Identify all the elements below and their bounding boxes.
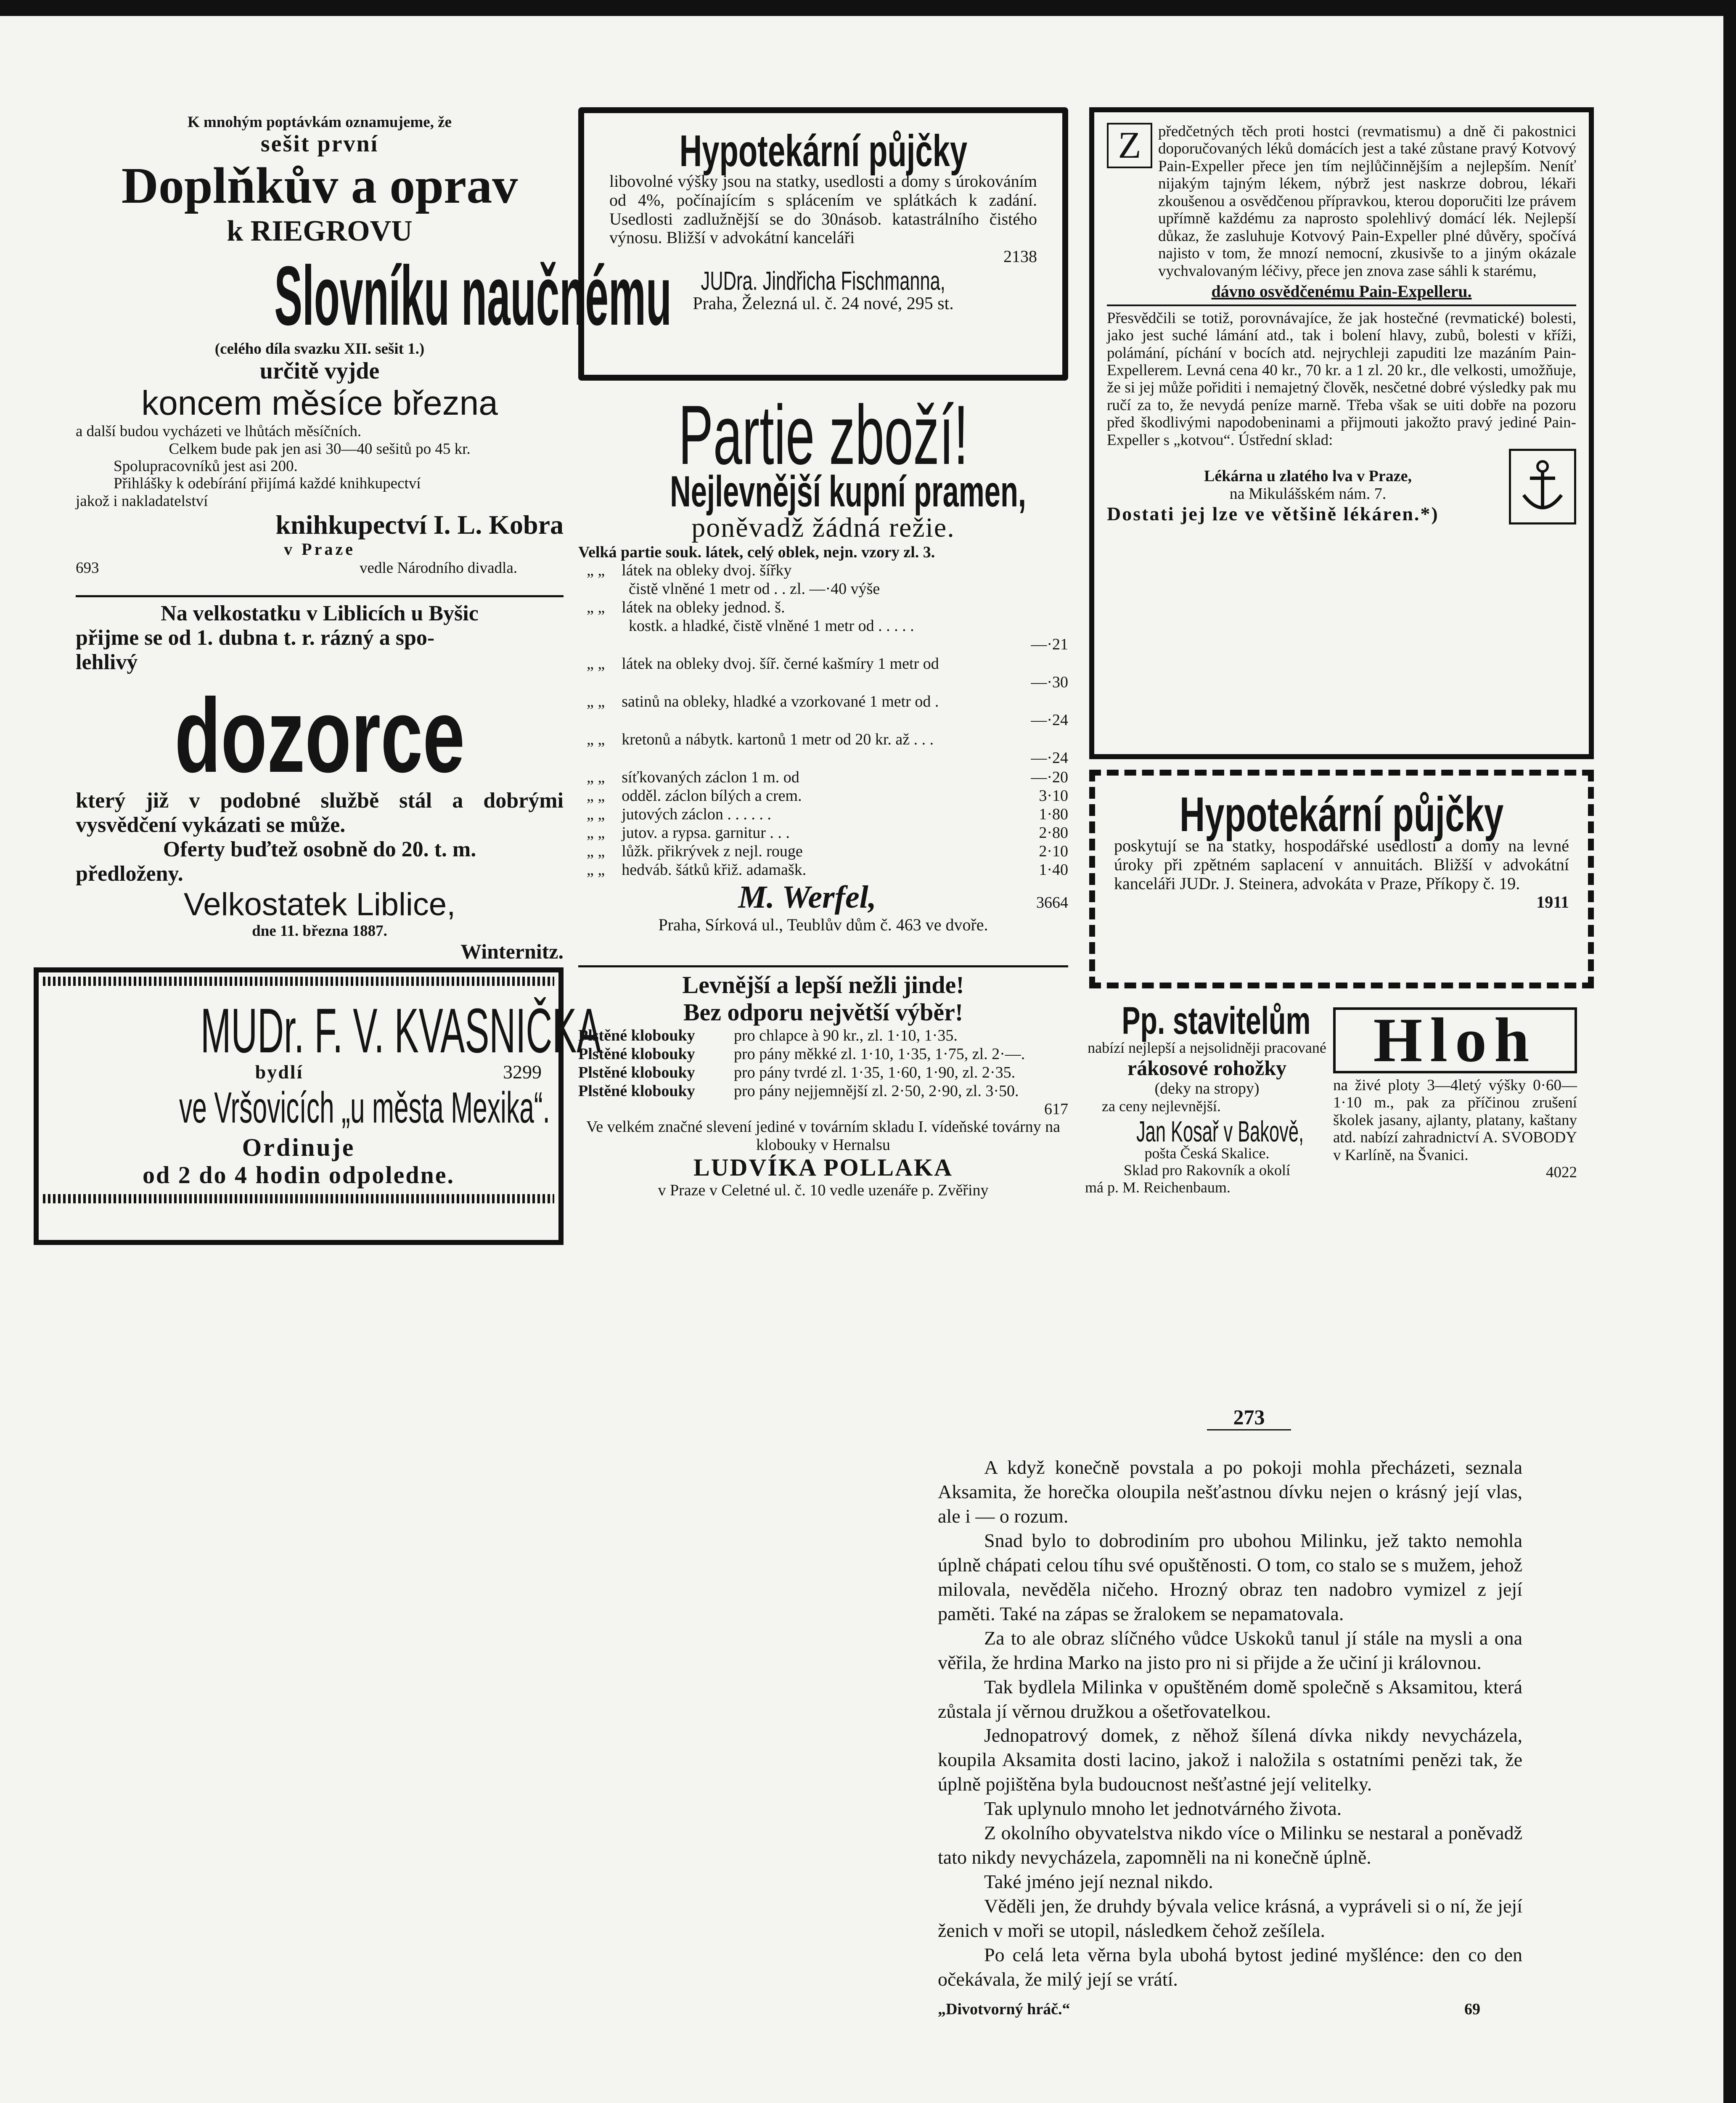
- kvasnicka-bottom-stripe: [43, 1194, 554, 1203]
- riegrovu-line-2: Spolupracovníků jest asi 200.: [114, 458, 298, 475]
- partie-item-price: 2·80: [1039, 824, 1068, 842]
- partie-item-name: lůžk. přikrývek z nejl. rouge: [622, 842, 803, 861]
- pollak-head1: Levnější a lepší nežli jinde!: [682, 971, 964, 999]
- anchor-icon: [1509, 449, 1576, 524]
- pain-body3: Přesvědčili se totiž, porovnávajíce, že jak hostečné (revmatické) bolesti, jako jest suché lámání atd., tak i bolení hlavy, zubů, bolesti v kříži, polámání, píchání v bocích atd. nejrychleji zapuditi lze mazáním Pain-Expellerem. Levná cena 40 kr., 70 kr. a 1 zl. 20 kr., dle velkosti, umožňuje, že si jej může pořiditi i nemajetný člověk, nesčetné dobré výsledky pak mu ručí za to, že nevydá peníze marně. Třeba však se uiti dobře na pozoru před škodlivými napodobeninami a přijmouti jakožto pravý jediné Pain-Expeller s „kotvou“. Ústřední sklad:: [1107, 309, 1576, 449]
- hypo1-name: JUDra. Jindřicha Fischmanna,: [701, 266, 946, 296]
- partie-item-price: —·20: [1031, 768, 1068, 787]
- kosar-name: Jan Kosař v Bakově,: [1136, 1115, 1304, 1148]
- riegrovu-num: 693: [76, 559, 99, 577]
- partie-item-name: čistě vlněné 1 metr od . . zl. —·40 výše: [629, 580, 880, 598]
- kvasnicka-num: 3299: [503, 1061, 542, 1083]
- partie-item-name: síťkovaných záclon 1 m. od: [622, 768, 799, 787]
- dozorce-big: dozorce: [174, 676, 465, 794]
- riegrovu-title: Doplňkův a oprav: [121, 157, 518, 215]
- story-paragraph: Z okolního obyvatelstva nikdo více o Milinku se nestaral a poněvadž tato nikdy nevycházela, zapomněli na ni konečně úplně.: [938, 1822, 1522, 1868]
- hypo1-addr: Praha, Železná ul. č. 24 nové, 295 st.: [693, 294, 954, 313]
- partie-firm: M. Werfel,: [738, 879, 876, 915]
- partie-sub2: poněvadž žádná režie.: [691, 512, 955, 543]
- riegrovu-line-4: jakož i nakladatelství: [76, 492, 208, 510]
- story-footer-left: „Divotvorný hráč.“: [938, 2000, 1070, 2018]
- partie-item-name: látek na obleky dvoj. šíř. černé kašmíry 1 metr od: [622, 655, 939, 673]
- pollak-firm: LUDVÍKA POLLAKA: [693, 1153, 953, 1181]
- pollak-item: Plstěné klobouky pro chlapce à 90 kr., zl. 1·10, 1·35.: [578, 1026, 958, 1044]
- dozorce-body: který již v podobné službě stál a dobrými vysvědčení vykázati se může.: [76, 788, 564, 837]
- kosar-item: rákosové rohožky: [1127, 1056, 1287, 1080]
- story-text: [938, 1455, 1522, 2103]
- pollak-head2: Bez odporu největší výběr!: [683, 998, 963, 1026]
- story-paragraph: A když konečně povstala a po pokoji mohla přecházeti, seznala Aksamita, že horečka oloupila nešťastnou dívku nejen o krásný její vlas, ale i — o rozum.: [938, 1457, 1522, 1527]
- partie-item-name: kostk. a hladké, čistě vlněné 1 metr od . . . . .: [629, 617, 914, 635]
- dozorce-sign: Winternitz.: [460, 940, 564, 964]
- hloh-title: Hloh: [1373, 1005, 1537, 1075]
- pollak-item: Plstěné klobouky pro pány tvrdé zl. 1·35, 1·60, 1·90, zl. 2·35.: [578, 1063, 1016, 1081]
- partie-item-name: látek na obleky jednod. š.: [622, 599, 785, 617]
- right-scan-border: [1723, 0, 1736, 2103]
- kosar-cena: za ceny nejlevnější.: [1102, 1097, 1221, 1115]
- ad-hypoteky-steiner: [1089, 770, 1594, 988]
- ad-pain-expeller: [1089, 107, 1594, 759]
- dozorce-oferty: Oferty buďtež osobně do 20. t. m.: [163, 837, 476, 862]
- partie-item-name: odděl. záclon bílých a crem.: [622, 787, 802, 805]
- riegrovu-line-0: a další budou vycházeti ve lhůtách měsíčních.: [76, 423, 362, 440]
- kosar-reich: má p. M. Reichenbaum.: [1085, 1179, 1231, 1196]
- riegrovu-line-3: Přihlášky k odebírání přijímá každé knihkupectví: [114, 475, 421, 493]
- kvasnicka-top-stripe: [43, 977, 554, 986]
- dozorce-predlozeny: předloženy.: [76, 862, 183, 886]
- kosar-title: Pp. stavitelům: [1122, 999, 1311, 1042]
- story-paragraph: Snad bylo to dobrodiním pro ubohou Milinku, jež takto nemohla úplně chápati celou tíhu své opuštěnosti. O tom, co stalo se s mužem, jehož milovala, nevěděla ničeho. Hrozný obraz ten nadobro vymizel z její paměti. Také na zápas se žralokem se nepamatovala.: [938, 1529, 1522, 1624]
- pollak-num: 617: [1044, 1100, 1068, 1118]
- hloh-num: 4022: [1546, 1164, 1577, 1181]
- riegrovu-k: k RIEGROVU: [227, 215, 413, 247]
- partie-addr: Praha, Sírková ul., Teublův dům č. 463 ve dvoře.: [658, 915, 988, 935]
- kvasnicka-address: ve Vršovicích „u města Mexika“.: [179, 1083, 550, 1132]
- ad-kosar: [1085, 999, 1329, 1251]
- partie-item-name: kretonů a nábytk. kartonů 1 metr od 20 kr. až . . .: [622, 731, 934, 749]
- partie-item-price: 1·80: [1039, 805, 1068, 824]
- dozorce-line1: Na velkostatku v Liblicích u Byšic: [161, 601, 479, 625]
- pain-nam: na Mikulášském nám. 7.: [1229, 485, 1387, 503]
- dozorce-velkostatek: Velkostatek Liblice,: [183, 886, 456, 922]
- ad-pollak: [578, 965, 1068, 1253]
- top-scan-border: [0, 0, 1736, 16]
- ad-kvasnicka: [34, 967, 601, 1245]
- ad-dozorce: [76, 595, 564, 967]
- partie-item-name: satinů na obleky, hladké a vzorkované 1 metr od .: [622, 693, 939, 711]
- riegrovu-intro: K mnohým poptávkám oznamujeme, že: [188, 114, 452, 131]
- dozorce-line2: přijme se od 1. dubna t. r. rázný a spo-: [76, 626, 435, 650]
- pain-lekarna: Lékárna u zlatého lva v Praze,: [1204, 467, 1412, 485]
- hypo2-title: Hypotekární půjčky: [1179, 787, 1504, 842]
- pollak-addr: v Praze v Celetné ul. č. 10 vedle uzenáře p. Zvěřiny: [658, 1181, 989, 1199]
- ad-partie-zbozi: [578, 387, 1068, 959]
- hypo2-num: 1911: [1536, 893, 1569, 912]
- partie-intro: Velká partie souk. látek, celý oblek, nejn. vzory zl. 3.: [578, 543, 935, 561]
- riegrovu-vedle: vedle Národního divadla.: [359, 559, 517, 577]
- hypo1-title: Hypotekární půjčky: [679, 126, 967, 176]
- partie-item-name: jutových záclon . . . . . .: [622, 805, 771, 824]
- story-paragraph: Tak bydlela Milinka v opuštěném domě společně s Aksamitou, která zůstala jí věrnou družkou a ošetřovatelkou.: [938, 1676, 1522, 1722]
- partie-item-price: —·21: [1031, 636, 1068, 654]
- riegrovu-urcite: určitě vyjde: [259, 358, 380, 384]
- pollak-body: Ve velkém značné slevení jediné v továrním skladu I. vídeňské továrny na klobouky v Hernalsu: [586, 1118, 1060, 1154]
- riegrovu-kobra: knihkupectví I. L. Kobra: [275, 510, 564, 540]
- dozorce-line3: lehlivý: [76, 650, 138, 675]
- pain-body1: předčetných těch proti hostci (revmatismu) a dně či pakostnici doporučovaných léků domácích jest a také zůstane pravý Kotvový Pain-Expeller přece jen tím nejlůčinnějším a nejlepším. Neníť nijakým tajným lékem, nýbrž jest naskrze dobrou, lékaři zkoušenou a osvědčenou přípravkou, kterou doporučiti lze právem upřímně každému za naprosto spolehlivý domácí lék. Nejlepší důkaz, že zasluhuje Kotvový Pain-Expeller plné důvěry, spočívá najisto v tom, že mnozí nemocní, zkusivše to a jiným okázale vychvalovaným léčivy, přece jen znova zase sáhli k starému,: [1158, 123, 1576, 280]
- story-paragraph: Za to ale obraz slíčného vůdce Uskoků tanul jí stále na mysli a ona věřila, že hrdina Marko na jisto pro ni si přijde a že učiní ji královnou.: [938, 1627, 1522, 1673]
- riegrovu-celeho: (celého díla svazku XII. sešit 1.): [214, 340, 425, 358]
- partie-item-price: —·24: [1031, 711, 1068, 729]
- riegrovu-koncem: koncem měsíce března: [141, 384, 498, 423]
- riegrovu-vpraze: v Praze: [284, 540, 355, 559]
- kosar-deky: (deky na stropy): [1154, 1080, 1260, 1098]
- partie-item-price: —·24: [1031, 749, 1068, 767]
- story-paragraph: Jednopatrový domek, z něhož šílená dívka nikdy nevycházela, koupila Aksamita dosti lacino, jakož i naložila s ostatními penězi tak, že úplně pojištěna byla budoucnost nešťastné její velitelky.: [938, 1724, 1522, 1795]
- page-number: 273: [1207, 1405, 1291, 1430]
- riegrovu-sesit: sešit první: [260, 131, 379, 157]
- story-paragraph: Po celá leta věrna byla ubohá bytost jediné myšlénce: den co den očekávala, že milý její se vrátí.: [938, 1944, 1522, 1990]
- ad-riegrovu: [76, 114, 672, 589]
- story-paragraph: Tak uplynulo mnoho let jednotvárného života.: [984, 1798, 1342, 1820]
- kvasnicka-name: MUDr. F. V. KVASNIČKA: [200, 995, 601, 1066]
- kosar-body: nabízí nejlepší a nejsolidněji pracované: [1088, 1039, 1326, 1056]
- riegrovu-slovnik: Slovníku naučnému: [274, 249, 672, 343]
- riegrovu-line-1: Celkem bude pak jen asi 30—40 sešitů po 45 kr.: [169, 440, 471, 458]
- partie-item-name: látek na obleky dvoj. šířky: [622, 562, 792, 580]
- hypo1-num: 2138: [1003, 247, 1037, 266]
- partie-item-name: jutov. a rypsa. garnitur . . .: [622, 824, 790, 842]
- ad-hloh: [1333, 1007, 1577, 1247]
- pain-body2: dávno osvědčenému Pain-Expelleru.: [1211, 281, 1472, 301]
- dozorce-date: dne 11. března 1887.: [252, 922, 387, 940]
- partie-title: Partie zboží!: [678, 388, 969, 482]
- kvasnicka-hours: od 2 do 4 hodin odpoledne.: [142, 1161, 455, 1189]
- kosar-posta: pošta Česká Skalice.: [1144, 1145, 1270, 1162]
- ad-hypoteky-fischmann: [578, 107, 1068, 381]
- pain-dostati: Dostati jej lze ve většině lékáren.*): [1107, 503, 1439, 524]
- story-paragraph: Také jméno její neznal nikdo.: [984, 1871, 1213, 1893]
- kvasnicka-bydli: bydlí: [255, 1061, 304, 1083]
- pollak-item: Plstěné klobouky pro pány nejjemnější zl. 2·50, 2·90, zl. 3·50.: [578, 1082, 1019, 1100]
- story-footer-right: 69: [1464, 2000, 1480, 2018]
- partie-sub: Nejlevnější kupní pramen,: [670, 467, 1026, 516]
- partie-item-name: hedváb. šátků křiž. adamašk.: [622, 861, 807, 879]
- pollak-item: Plstěné klobouky pro pány měkké zl. 1·10, 1·35, 1·75, zl. 2·—.: [578, 1045, 1025, 1063]
- partie-item-price: 1·40: [1039, 861, 1068, 879]
- pain-initial: Z: [1107, 123, 1152, 168]
- partie-item-price: 2·10: [1039, 842, 1068, 861]
- partie-item-price: 3·10: [1039, 787, 1068, 805]
- hloh-body: na živé ploty 3—4letý výšky 0·60—1·10 m., pak za příčinou zrušení školek jasany, ajlanty, platany, kaštany atd. nabízí zahradnictví A. SVOBODY v Karlíně, na Švanici.: [1333, 1077, 1577, 1164]
- kvasnicka-ordinuje: Ordinuje: [242, 1134, 355, 1161]
- hypo2-body: poskytují se na statky, hospodářské usedlosti a domy na levné úroky při zpětném saplacení v annuitách. Bližší v advokátní kanceláři JUDr. J. Steinera, advokáta v Praze, Příkopy č. 19.: [1114, 836, 1569, 893]
- partie-item-price: —·30: [1031, 673, 1068, 691]
- partie-items: „ „ látek na obleky dvoj. šířky čistě vlněné 1 metr od . . zl. —·40 výše „ „ látek na obleky jednod. š. kostk. a hladké, čistě vlněné 1 metr od . . . . . —·21 „ „ látek na obleky dvoj. šíř. černé kašmíry 1 metr od —·30 „ „ satinů na obleky, hladké a vzorkované 1 metr od . —·24 „ „ kretonů a nábytk. kartonů 1 metr od 20 kr. až . . . —·24 „ „ síťkovaných záclon 1 m. od —·20 „ „ odděl. záclon bílých a crem. 3·10 „ „ jutových záclon . . . . . . 1·80 „ „ jutov. a rypsa. garnitur . . . 2·80 „ „ lůžk. přikrývek z nejl. rouge 2·10 „ „ hedváb. šátků křiž. adamašk. 1·40: [587, 562, 1068, 879]
- story-paragraph: Věděli jen, že druhdy bývala velice krásná, a vypráveli si o ní, že její ženich v moři se utopil, následkem čehož zešílela.: [938, 1895, 1522, 1941]
- kosar-sklad: Sklad pro Rakovník a okolí: [1124, 1162, 1290, 1179]
- hypo1-body: libovolné výšky jsou na statky, usedlosti a domy s úrokováním od 4%, počínajícím s splácením ve splátkách k zadání. Usedlosti zadlužnější se do 30násob. katastrálního čistého výnosu. Bližší v advokátní kanceláři: [609, 172, 1037, 247]
- partie-num: 3664: [1036, 894, 1068, 912]
